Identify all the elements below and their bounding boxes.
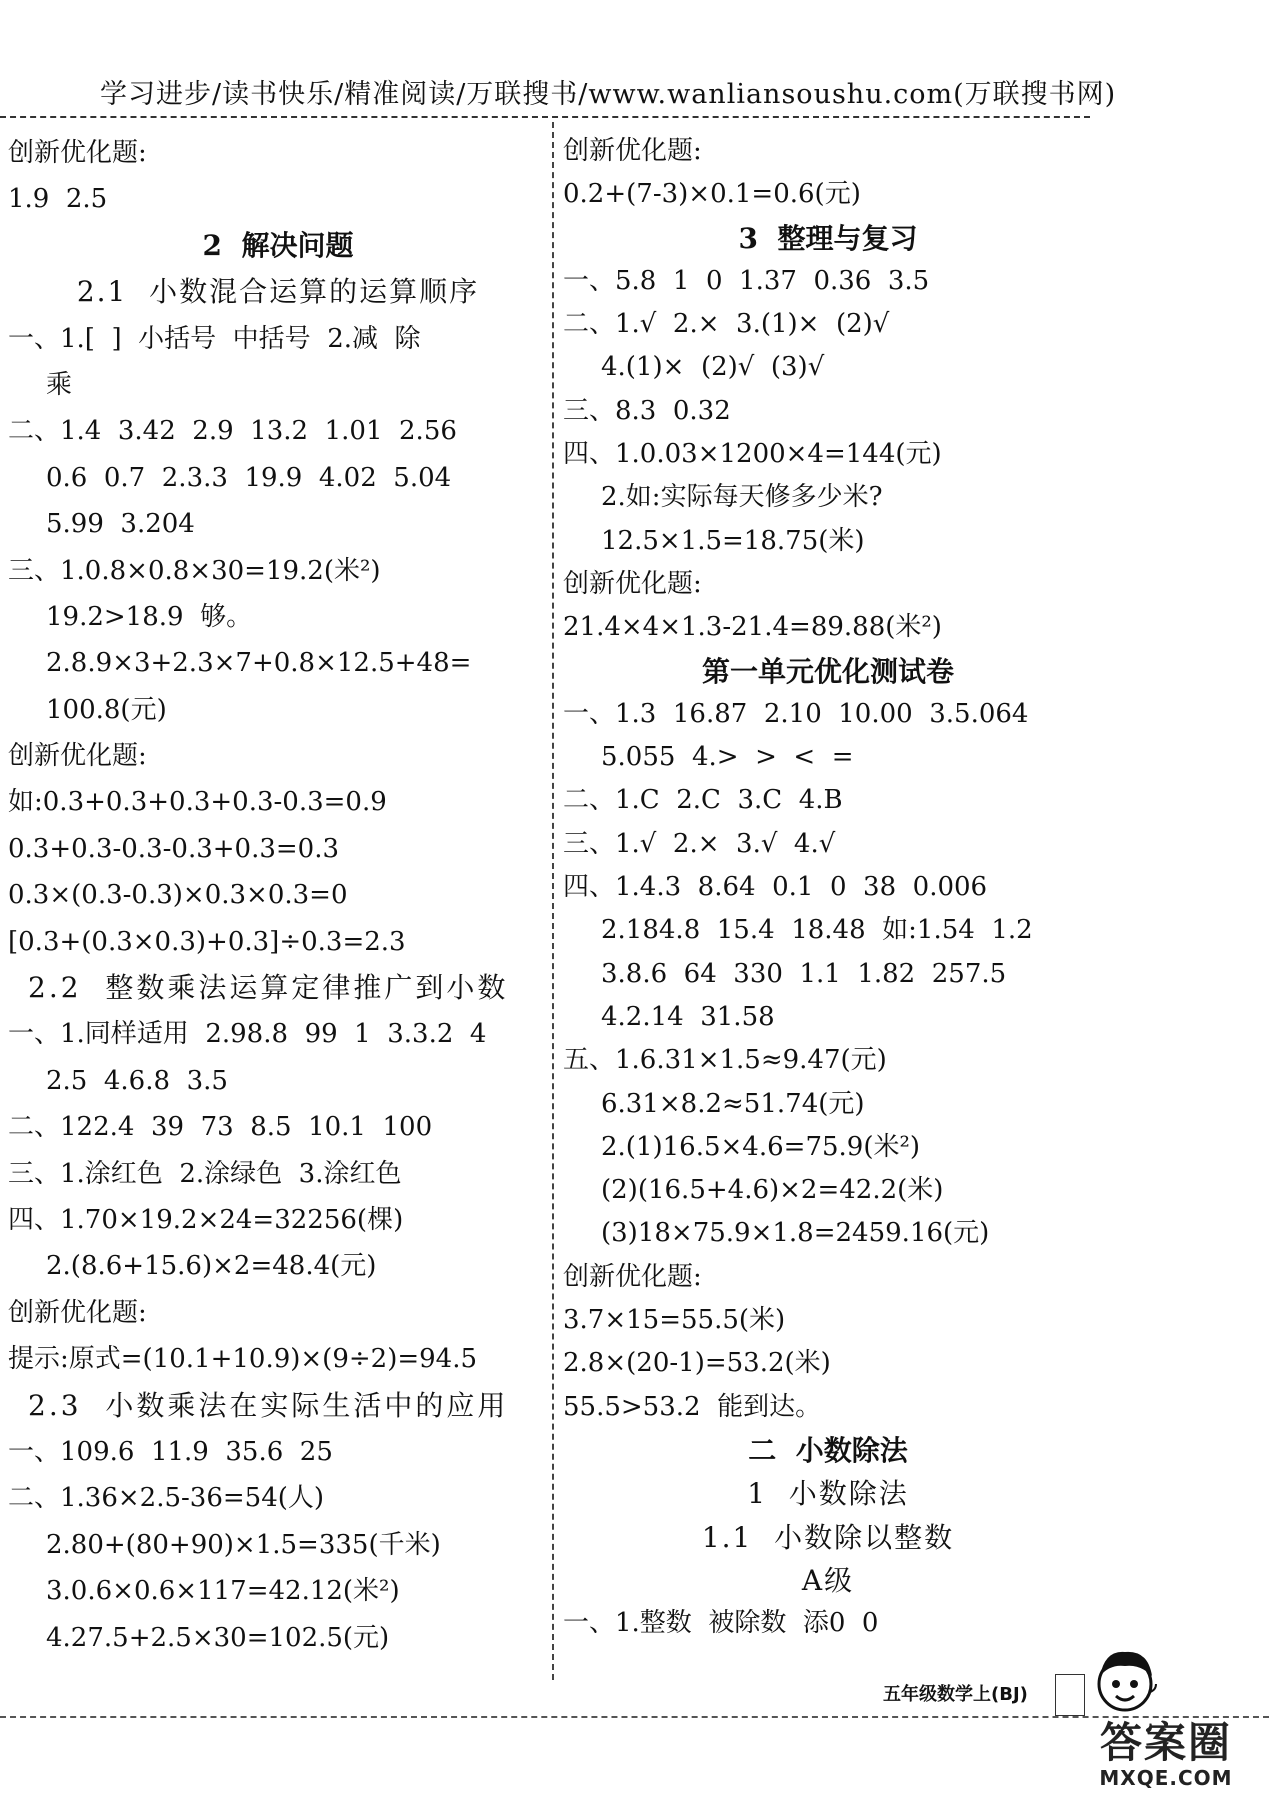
answer-line: 4.2.14 31.58 [601,1001,775,1032]
answer-line: 2.如:实际每天修多少米? [601,482,883,513]
answer-line: 100.8(元) [46,694,167,725]
answer-line: 55.5>53.2 能到达。 [563,1391,822,1422]
answer-line: 二、122.4 39 73 8.5 10.1 100 [8,1112,433,1143]
answer-line: 创新优化题: [563,136,702,166]
answer-line: 创新优化题: [563,568,702,599]
answer-line: 2.80+(80+90)×1.5=335(千米) [46,1529,441,1560]
answer-line: 4.27.5+2.5×30=102.5(元) [46,1622,390,1653]
answer-line: 创新优化题: [8,741,147,772]
answer-line: 五、1.6.31×1.5≈9.47(元) [563,1045,887,1076]
answer-line: 3.7×15=55.5(米) [563,1305,786,1336]
answer-line: 3.8.6 64 330 1.1 1.82 257.5 [601,958,1007,989]
answer-line: [0.3+(0.3×0.3)+0.3]÷0.3=2.3 [8,926,406,957]
cartoon-mascot-icon [1080,1636,1170,1726]
answer-line: 0.3×(0.3-0.3)×0.3×0.3=0 [8,880,348,911]
answer-line: 乘 [46,369,73,400]
answer-line: 创新优化题: [8,1297,147,1328]
answer-line: 三、1.涂红色 2.涂绿色 3.涂红色 [8,1158,402,1189]
answer-line: 2.8.9×3+2.3×7+0.8×12.5+48= [46,648,472,679]
section-heading: 3 整理与复习 [738,221,918,255]
section-heading: 2.3 小数乘法在实际生活中的应用 [28,1388,509,1422]
section-heading: 2.1 小数混合运算的运算顺序 [76,275,480,309]
section-heading: 1 小数除法 [747,1477,909,1511]
footer-grade-label: 五年级数学上(BJ) [883,1684,1028,1705]
answer-line: 二、1.36×2.5-36=54(人) [8,1483,325,1514]
column-divider [552,122,554,1680]
answer-line: 一、1.整数 被除数 添0 0 [563,1608,879,1639]
answer-line: 二、1.C 2.C 3.C 4.B [563,785,843,816]
answer-line: 四、1.0.03×1200×4=144(元) [563,439,942,470]
answer-line: 如:0.3+0.3+0.3+0.3-0.3=0.9 [8,787,387,818]
answer-line: 21.4×4×1.3-21.4=89.88(米²) [563,612,942,643]
answer-line: 一、5.8 1 0 1.37 0.36 3.5 [563,265,930,296]
answer-line: 1.9 2.5 [8,184,108,215]
answer-line: 4.(1)× (2)√ (3)√ [601,352,825,383]
answer-line: 一、109.6 11.9 35.6 25 [8,1436,333,1467]
answer-line: (2)(16.5+4.6)×2=42.2(米) [601,1175,944,1206]
section-heading: 第一单元优化测试卷 [701,654,954,688]
answer-line: 三、1.0.8×0.8×30=19.2(米²) [8,555,381,586]
right-column [563,130,1093,1645]
answer-line: 一、1.3 16.87 2.10 10.00 3.5.064 [563,698,1029,729]
answer-line: 二、1.√ 2.× 3.(1)× (2)√ [563,309,890,340]
answer-line: (3)18×75.9×1.8=2459.16(元) [601,1218,990,1249]
answer-line: 四、1.4.3 8.64 0.1 0 38 0.006 [563,872,988,903]
answer-line: 创新优化题: [563,1261,702,1292]
answer-line: 2.(8.6+15.6)×2=48.4(元) [46,1251,377,1282]
answer-line: 5.055 4.> > < = [601,742,854,773]
left-column [8,130,548,1661]
answer-line: 19.2>18.9 够。 [46,601,253,632]
answer-line: 二、1.4 3.42 2.9 13.2 1.01 2.56 [8,416,457,447]
answer-line: 3.0.6×0.6×117=42.12(米²) [46,1576,400,1607]
watermark-title: 答案圈 [1099,1718,1232,1767]
section-heading: 二 小数除法 [748,1433,908,1467]
header-text: 学习进步/读书快乐/精准阅读/万联搜书/www.wanliansoushu.com(万联搜书网) [100,79,1117,110]
answer-line: 0.2+(7-3)×0.1=0.6(元) [563,179,861,210]
answer-line: 0.3+0.3-0.3-0.3+0.3=0.3 [8,833,340,864]
answer-line: 0.6 0.7 2.3.3 19.9 4.02 5.04 [46,462,452,493]
answer-line: 提示:原式=(10.1+10.9)×(9÷2)=94.5 [8,1344,478,1375]
watermark-url: MXQE.COM [1099,1766,1233,1790]
footer-divider [0,1716,1269,1718]
answer-line: 四、1.70×19.2×24=32256(棵) [8,1204,404,1235]
answer-line: 2.(1)16.5×4.6=75.9(米²) [601,1131,921,1162]
answer-line: 5.99 3.204 [46,509,195,540]
section-heading: 1.1 小数除以整数 [701,1520,955,1554]
answer-line: 一、1.[ ] 小括号 中括号 2.减 除 [8,323,421,354]
answer-line: 创新优化题: [8,138,147,168]
section-heading: 2 解决问题 [202,228,354,262]
section-heading: 2.2 整数乘法运算定律推广到小数 [28,971,509,1005]
section-heading: A级 [801,1563,855,1597]
answer-line: 2.8×(20-1)=53.2(米) [563,1348,831,1379]
answer-line: 2.5 4.6.8 3.5 [46,1065,228,1096]
answer-line: 12.5×1.5=18.75(米) [601,525,865,556]
answer-line: 三、8.3 0.32 [563,395,731,426]
answer-line: 一、1.同样适用 2.98.8 99 1 3.3.2 4 [8,1019,487,1050]
watermark-logo [1063,1720,1269,1800]
header-divider [0,116,1090,118]
answer-line: 6.31×8.2≈51.74(元) [601,1088,865,1119]
answer-line: 三、1.√ 2.× 3.√ 4.√ [563,828,836,859]
answer-line: 2.184.8 15.4 18.48 如:1.54 1.2 [601,915,1033,946]
